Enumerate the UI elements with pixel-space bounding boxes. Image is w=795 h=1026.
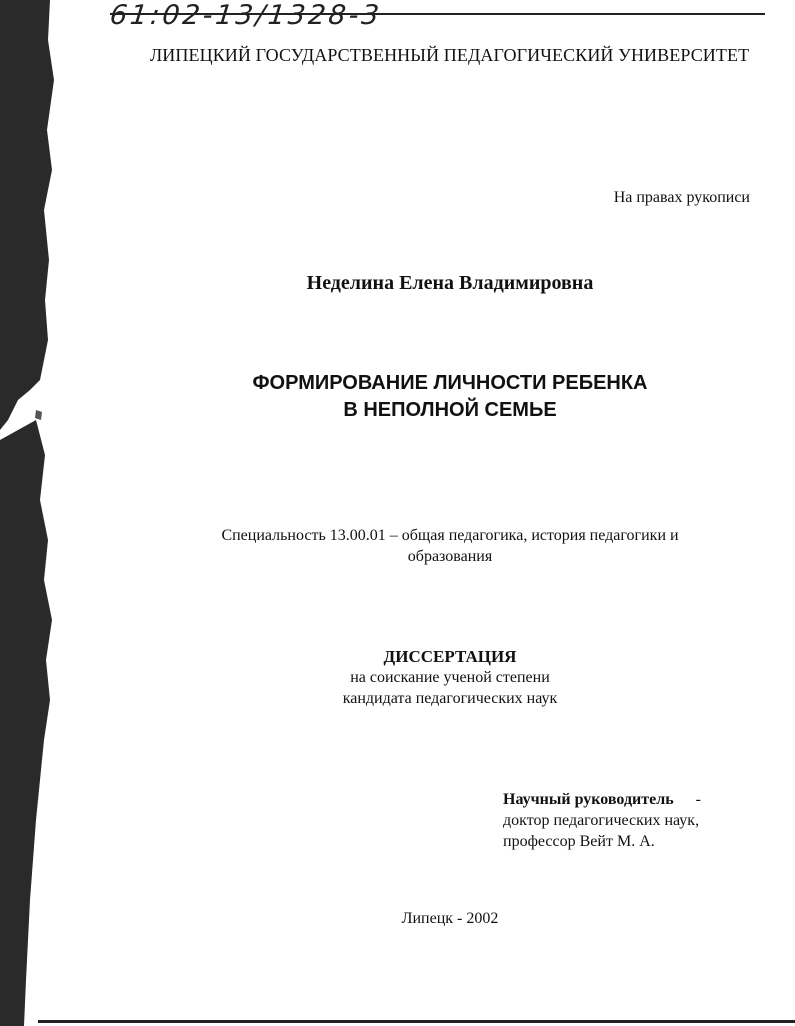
rights-note: На правах рукописи: [613, 189, 750, 206]
archive-code: 61:02-13/1328-3: [108, 0, 384, 31]
specialty: [150, 525, 750, 567]
degree-line-1: на соискание ученой степени: [350, 669, 550, 686]
dissertation-heading: ДИССЕРТАЦИЯ: [383, 647, 517, 666]
supervisor-label: Научный руководитель: [503, 791, 674, 808]
author-name: Неделина Елена Владимировна: [306, 272, 594, 294]
title-line-1: ФОРМИРОВАНИЕ ЛИЧНОСТИ РЕБЕНКА: [252, 372, 648, 394]
degree-line-2: кандидата педагогических наук: [342, 690, 558, 707]
university-name: ЛИПЕЦКИЙ ГОСУДАРСТВЕННЫЙ ПЕДАГОГИЧЕСКИЙ УНИВЕРСИТЕТ: [150, 45, 750, 65]
title-line-2: В НЕПОЛНОЙ СЕМЬЕ: [343, 399, 557, 421]
dissertation-block: [250, 646, 650, 709]
specialty-line-2: образования: [407, 548, 493, 565]
supervisor-name: профессор Вейт М. А.: [503, 833, 655, 850]
supervisor-block: [503, 789, 763, 852]
supervisor-degree: доктор педагогических наук,: [503, 812, 700, 829]
scan-edge-shadow: [0, 0, 90, 1026]
supervisor-dash: -: [695, 791, 701, 808]
city-year: Липецк - 2002: [401, 910, 499, 927]
bottom-rule: [38, 1020, 795, 1023]
dissertation-title: [150, 370, 750, 424]
specialty-line-1: Специальность 13.00.01 – общая педагогика, история педагогики и: [221, 527, 679, 544]
